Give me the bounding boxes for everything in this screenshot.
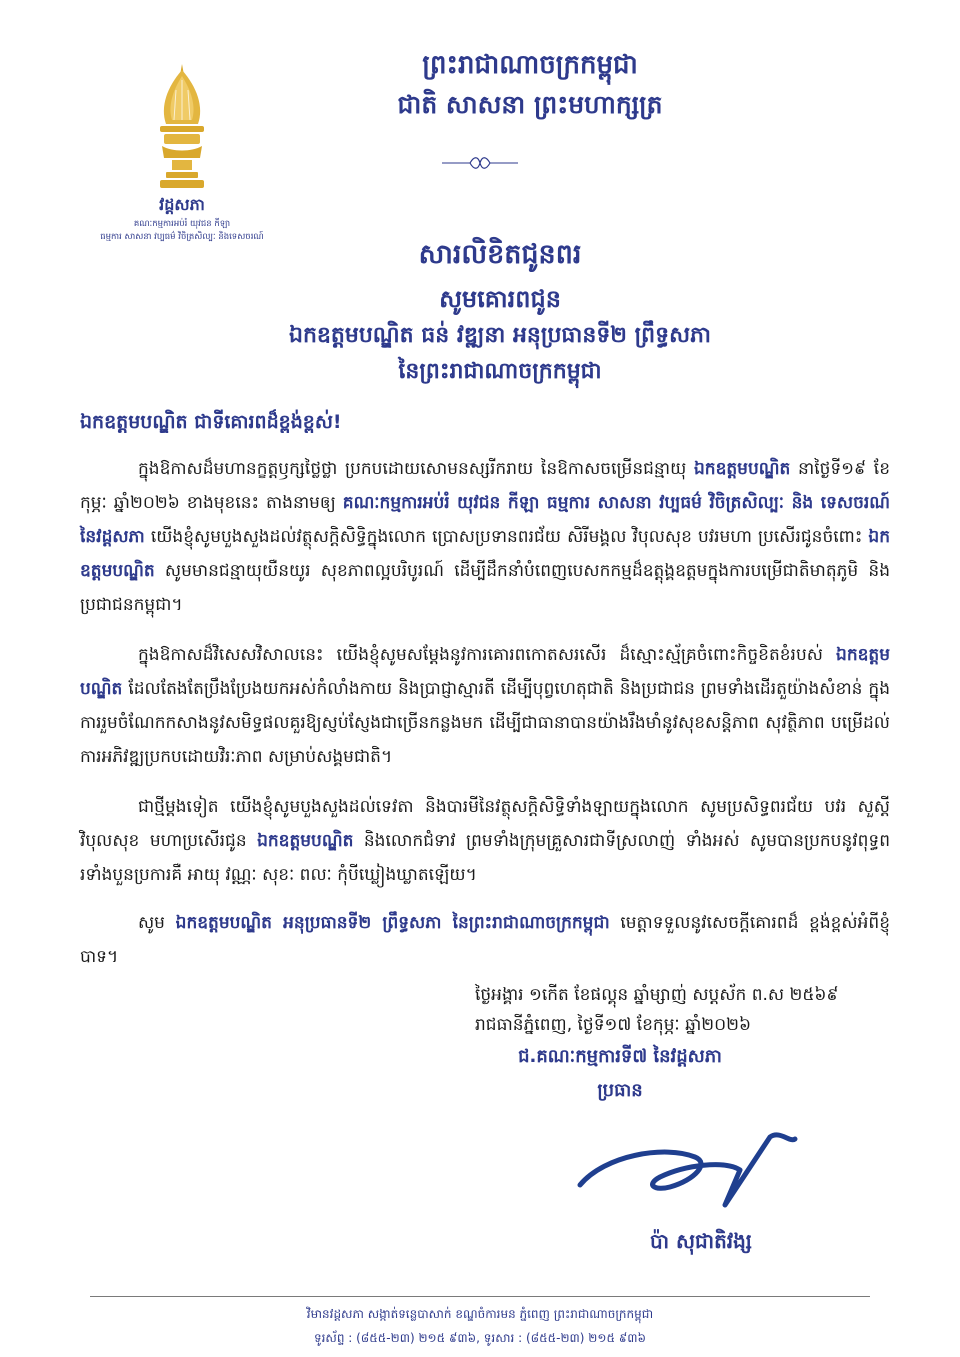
lunar-date: ថ្ងៃអង្គារ ១កើត ខែផល្គុន ឆ្នាំម្សាញ់ សប្តស័ក ព.ស ២៥៦៩ [475,985,839,1005]
letter-title: សារលិខិតជូនពរ [418,239,582,270]
signer-organization: ជ.គណៈកម្មការទី៧ នៃវដ្ដសភា [518,1046,722,1067]
salutation: ឯកឧត្តមបណ្ឌិត ជាទីគោរពដ៏ខ្ពង់ខ្ពស់! [80,411,342,433]
paragraph-2: ក្នុងឱកាសដ៏វិសេសវិសាលនេះ យើងខ្ញុំសូមសម្តែងនូវការគោរពកោតសរសើរ ដ៏ស្មោះស្ម័គ្រចំពោះកិច្ចខិតខំរបស់ ឯកឧត្តមបណ្ឌិត ដែលតែងតែប្រឹងប្រែងយកអស់កំលាំងកាយ និងប្រាជ្ញាស្មារតី ដើម្បីបុព្វហេតុជាតិ និងប្រជាជន ព្រមទាំងដើរតួយ៉ាងសំខាន់ ក្នុងការរួមចំណែកកសាងនូវសមិទ្ធផលគួរឱ្យស្ញប់ស្ញែងជាច្រើនកន្លងមក ដើម្បីជាធានាបានយ៉ាងរឹងមាំនូវសុខសន្តិភាព សុវត្ថិភាព បម្រើដល់ការអភិវឌ្ឍប្រកបដោយវិរៈភាព សម្រាប់សង្គមជាតិ។ [80,645,890,767]
emblem-subtitle-1: គណៈកម្មការអប់រំ យុវជន កីឡា [133,219,231,229]
addressee-country: នៃព្រះរាជាណាចក្រកម្ពុជា [398,359,602,384]
paragraph-4: សូម ឯកឧត្តមបណ្ឌិត អនុប្រធានទី២ ព្រឹទ្ធសភា នៃព្រះរាជាណាចក្រកម្ពុជា មេត្តាទទួលនូវសេចក្តីគោរពដ៏ ខ្ពង់ខ្ពស់អំពីខ្ញុំបាទ។ [80,913,890,967]
addressee-name: ឯកឧត្តមបណ្ឌិត ធន់ វឌ្ឍនា អនុប្រធានទី២ ព្រឹទ្ធសភា [289,323,711,348]
paragraph-1: ក្នុងឱកាសដ៏មហានក្ខត្តឫក្សថ្លៃថ្លា ប្រកបដោយសោមនស្សរីករាយ នៃឱកាសចម្រើនជន្មាយុ ឯកឧត្តមបណ្ឌិត នាថ្ងៃទី១៩ ខែកុម្ភៈ ឆ្នាំ២០២៦ ខាងមុខនេះ តាងនាមឲ្យ គណៈកម្មការអប់រំ យុវជន កីឡា ធម្មការ សាសនា វប្បធម៌ វិចិត្រសិល្បៈ និង ទេសចរណ៍ នៃវដ្ដសភា យើងខ្ញុំសូមបួងសួងដល់វត្ថុសក្តិសិទ្ធិក្នុងលោក ប្រោសប្រទានពរជ័យ សិរីមង្គល វិបុលសុខ បវរមហា ប្រសើរជូនចំពោះ ឯកឧត្តមបណ្ឌិត សូមមានជន្មាយុយឺនយូរ សុខភាពល្អបរិបូរណ៍ ដើម្បីដឹកនាំបំពេញបេសកកម្មដ៏ឧត្តុង្គឧត្តមក្នុងការបម្រើជាតិមាតុភូមិ និងប្រជាជនកម្ពុជា។ [80,459,891,615]
footer-contact: ទូរស័ព្ទ : (៨៥៥-២៣) ២១៥ ៩៣៦, ទូរសារ : (៨៥៥-២៣) ២១៥ ៩៣៦ [313,1331,646,1345]
signer-name: ប៉ា សុជាតិវង្ស [650,1229,752,1253]
footer-address: វិមានវដ្ដសភា សង្កាត់ទន្លេបាសាក់ ខណ្ឌចំការមន ភ្នំពេញ ព្រះរាជាណាចក្រកម្ពុជា [306,1307,654,1321]
addressee-intro: សូមគោរពជូន [439,285,561,313]
national-motto: ជាតិ សាសនា ព្រះមហាក្សត្រ [397,90,663,119]
emblem-label: វដ្ដសភា [159,195,205,214]
senate-emblem [92,62,272,244]
date-block [475,980,838,1040]
emblem-icon [142,62,222,192]
emblem-subtitle-2: ធម្មការ សាសនា វប្បធម៌ វិចិត្រសិល្បៈ និងទេសចរណ៍ [100,232,264,242]
kingdom-title: ព្រះរាជាណាចក្រកម្ពុជា [422,50,638,80]
paragraph-3: ជាថ្មីម្តងទៀត យើងខ្ញុំសូមបួងសួងដល់ទេវតា និងបារមីនៃវត្ថុសក្តិសិទ្ធិទាំងឡាយក្នុងលោក សូមប្រសិទ្ធពរជ័យ បវរ សួស្តី វិបុលសុខ មហាប្រសើរជូន ឯកឧត្តមបណ្ឌិត និងលោកជំទាវ ព្រមទាំងក្រុមគ្រួសារជាទីស្រលាញ់ ទាំងអស់ សូមបានប្រកបនូវពុទ្ធពរទាំងបួនប្រការគឺ អាយុ វណ្ណៈ សុខៈ ពលៈ កុំបីឃ្លៀងឃ្លាតឡើយ។ [80,797,891,885]
solar-date: រាជធានីភ្នំពេញ, ថ្ងៃទី១៧ ខែកុម្ភៈ ឆ្នាំ២០២៦ [475,1015,752,1035]
signer-role: ប្រធាន [597,1080,643,1101]
divider-ornament-icon [440,153,520,173]
handwritten-signature [575,1125,805,1215]
footer-divider [90,1296,870,1297]
